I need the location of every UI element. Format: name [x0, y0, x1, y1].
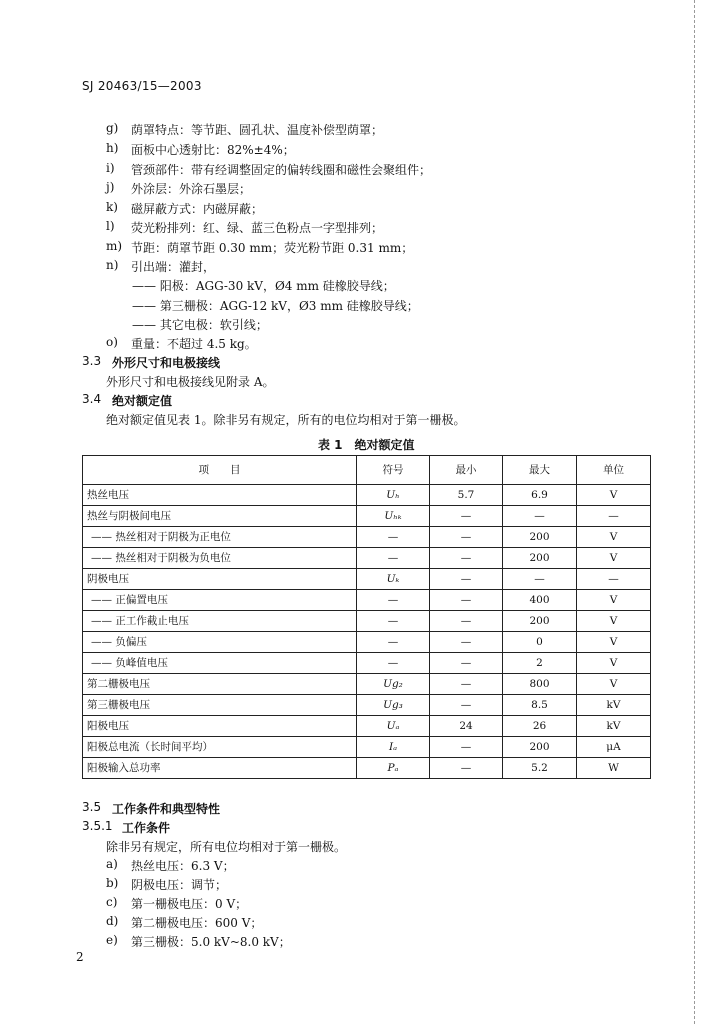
table-header-row	[83, 456, 651, 485]
cell-max: —	[503, 506, 577, 527]
list-label: e)	[106, 933, 118, 947]
cell-max: 400	[503, 590, 577, 611]
cell-unit: V	[577, 548, 651, 569]
cell-unit: kV	[577, 695, 651, 716]
list-item-k	[106, 200, 626, 216]
cell-param: —— 正偏置电压	[83, 590, 357, 611]
cell-min: —	[430, 548, 503, 569]
cell-param: —— 热丝相对于阴极为负电位	[83, 548, 357, 569]
table-row	[83, 695, 651, 716]
list-label: d)	[106, 914, 119, 928]
cell-max: 0	[503, 632, 577, 653]
list-text: 节距：荫罩节距 0.30 mm；荧光粉节距 0.31 mm；	[131, 241, 414, 255]
section-title: 外形尺寸和电极接线	[112, 356, 221, 370]
cell-min: —	[430, 632, 503, 653]
list-label: g)	[106, 121, 119, 135]
section-3-5-1-heading	[82, 819, 482, 835]
cell-min: —	[430, 590, 503, 611]
cell-unit: V	[577, 485, 651, 506]
cell-min: —	[430, 527, 503, 548]
list-item-g	[106, 121, 626, 137]
condition-item-a	[106, 857, 506, 873]
list-text: 面板中心透射比：82%±4%；	[131, 143, 295, 157]
section-3-4-heading	[82, 392, 482, 408]
list-item-o	[106, 335, 626, 351]
cell-symbol: —	[357, 653, 430, 674]
list-label: c)	[106, 895, 118, 909]
cell-min: —	[430, 653, 503, 674]
cell-unit: V	[577, 653, 651, 674]
document-code: SJ 20463/15—2003	[82, 79, 202, 93]
cell-symbol: —	[357, 548, 430, 569]
table-row	[83, 716, 651, 737]
cell-min: —	[430, 695, 503, 716]
header-min: 最小	[430, 456, 503, 485]
cell-min: —	[430, 674, 503, 695]
list-text: 外涂层：外涂石墨层；	[131, 182, 252, 196]
cell-param: 阳极输入总功率	[83, 758, 357, 779]
cell-param: 阳极电压	[83, 716, 357, 737]
section-3-5-heading	[82, 800, 482, 816]
header-param: 项 目	[83, 456, 357, 485]
list-item-l	[106, 219, 626, 235]
cell-min: —	[430, 611, 503, 632]
section-number: 3.3	[82, 354, 102, 368]
page-edge-line	[694, 0, 695, 1024]
list-item-i	[106, 161, 626, 177]
cell-unit: W	[577, 758, 651, 779]
cell-symbol: Pₐ	[357, 758, 430, 779]
list-text: 热丝电压：6.3 V；	[131, 859, 235, 873]
table-row	[83, 674, 651, 695]
section-number: 3.5	[82, 800, 102, 814]
list-text: 荧光粉排列：红、绿、蓝三色粉点一字型排列；	[131, 221, 384, 235]
cell-unit: kV	[577, 716, 651, 737]
condition-item-e	[106, 933, 506, 949]
section-3-5-1-text: 除非另有规定，所有电位均相对于第一栅极。	[106, 840, 347, 854]
list-text: 第三栅极：5.0 kV~8.0 kV；	[131, 935, 291, 949]
lead-third-grid: —— 第三栅极：AGG-12 kV，Ø3 mm 硅橡胶导线；	[132, 299, 419, 313]
cell-param: —— 正工作截止电压	[83, 611, 357, 632]
cell-symbol: Uₕₖ	[357, 506, 430, 527]
cell-min: —	[430, 758, 503, 779]
list-text: 磁屏蔽方式：内磁屏蔽；	[131, 202, 264, 216]
list-text: 引出端：灌封，	[131, 260, 216, 274]
cell-min: —	[430, 506, 503, 527]
list-text: 第二栅极电压：600 V；	[131, 916, 263, 930]
list-label: l)	[106, 219, 115, 233]
cell-max: 26	[503, 716, 577, 737]
table-row	[83, 506, 651, 527]
condition-item-d	[106, 914, 506, 930]
cell-param: —— 负偏压	[83, 632, 357, 653]
list-item-j	[106, 180, 626, 196]
list-text: 重量：不超过 4.5 kg。	[131, 337, 257, 351]
table-row	[83, 485, 651, 506]
list-label: j)	[106, 180, 115, 194]
section-title: 绝对额定值	[112, 394, 173, 408]
section-3-3-heading	[82, 354, 482, 370]
cell-unit: —	[577, 506, 651, 527]
cell-max: 5.2	[503, 758, 577, 779]
cell-symbol: —	[357, 527, 430, 548]
list-label: h)	[106, 141, 119, 155]
table-row	[83, 527, 651, 548]
header-unit: 单位	[577, 456, 651, 485]
cell-max: 800	[503, 674, 577, 695]
cell-max: 200	[503, 611, 577, 632]
cell-param: 阳极总电流（长时间平均）	[83, 737, 357, 758]
cell-param: 热丝电压	[83, 485, 357, 506]
cell-symbol: U𝑔₂	[357, 674, 430, 695]
cell-min: 24	[430, 716, 503, 737]
table-row	[83, 590, 651, 611]
cell-symbol: —	[357, 590, 430, 611]
cell-param: —— 负峰值电压	[83, 653, 357, 674]
list-label: o)	[106, 335, 118, 349]
cell-param: 第三栅极电压	[83, 695, 357, 716]
list-item-h	[106, 141, 626, 157]
cell-max: 200	[503, 737, 577, 758]
absolute-ratings-table	[82, 455, 651, 779]
list-item-n	[106, 258, 626, 274]
page-number: 2	[76, 950, 84, 964]
list-label: k)	[106, 200, 118, 214]
cell-unit: V	[577, 611, 651, 632]
list-item-m	[106, 239, 626, 255]
cell-max: —	[503, 569, 577, 590]
cell-unit: —	[577, 569, 651, 590]
list-label: m)	[106, 239, 123, 253]
cell-symbol: Uₐ	[357, 716, 430, 737]
section-title: 工作条件	[122, 821, 171, 835]
table-row	[83, 611, 651, 632]
cell-unit: V	[577, 527, 651, 548]
cell-symbol: —	[357, 632, 430, 653]
header-max: 最大	[503, 456, 577, 485]
cell-max: 200	[503, 527, 577, 548]
section-3-3-text: 外形尺寸和电极接线见附录 A。	[106, 375, 275, 389]
header-symbol: 符号	[357, 456, 430, 485]
section-number: 3.5.1	[82, 819, 113, 833]
cell-symbol: Iₐ	[357, 737, 430, 758]
cell-unit: μA	[577, 737, 651, 758]
list-text: 管颈部件：带有经调整固定的偏转线圈和磁性会聚组件；	[131, 163, 432, 177]
cell-param: —— 热丝相对于阴极为正电位	[83, 527, 357, 548]
section-3-4-text: 绝对额定值见表 1。除非另有规定，所有的电位均相对于第一栅极。	[106, 413, 466, 427]
list-label: b)	[106, 876, 119, 890]
cell-max: 6.9	[503, 485, 577, 506]
list-label: i)	[106, 161, 115, 175]
cell-min: —	[430, 737, 503, 758]
list-text: 荫罩特点：等节距、圆孔状、温度补偿型荫罩；	[131, 123, 384, 137]
list-text: 阴极电压：调节；	[131, 878, 228, 892]
lead-anode: —— 阳极：AGG-30 kV，Ø4 mm 硅橡胶导线；	[132, 279, 395, 293]
cell-min: 5.7	[430, 485, 503, 506]
cell-min: —	[430, 569, 503, 590]
cell-symbol: Uₖ	[357, 569, 430, 590]
cell-param: 第二栅极电压	[83, 674, 357, 695]
cell-param: 热丝与阴极间电压	[83, 506, 357, 527]
cell-symbol: —	[357, 611, 430, 632]
cell-max: 200	[503, 548, 577, 569]
condition-item-b	[106, 876, 506, 892]
table-row	[83, 632, 651, 653]
cell-param: 阴极电压	[83, 569, 357, 590]
lead-other-electrodes: —— 其它电极：软引线；	[132, 318, 268, 332]
table-row	[83, 758, 651, 779]
section-title: 工作条件和典型特性	[112, 802, 221, 816]
cell-unit: V	[577, 632, 651, 653]
condition-item-c	[106, 895, 506, 911]
cell-max: 8.5	[503, 695, 577, 716]
table-row	[83, 653, 651, 674]
table-row	[83, 737, 651, 758]
cell-unit: V	[577, 590, 651, 611]
table-row	[83, 548, 651, 569]
table-caption: 表 1 绝对额定值	[318, 438, 415, 452]
cell-symbol: Uₕ	[357, 485, 430, 506]
cell-max: 2	[503, 653, 577, 674]
list-label: n)	[106, 258, 119, 272]
cell-symbol: U𝑔₃	[357, 695, 430, 716]
section-number: 3.4	[82, 392, 102, 406]
list-label: a)	[106, 857, 118, 871]
table-row	[83, 569, 651, 590]
cell-unit: V	[577, 674, 651, 695]
list-text: 第一栅极电压：0 V；	[131, 897, 248, 911]
